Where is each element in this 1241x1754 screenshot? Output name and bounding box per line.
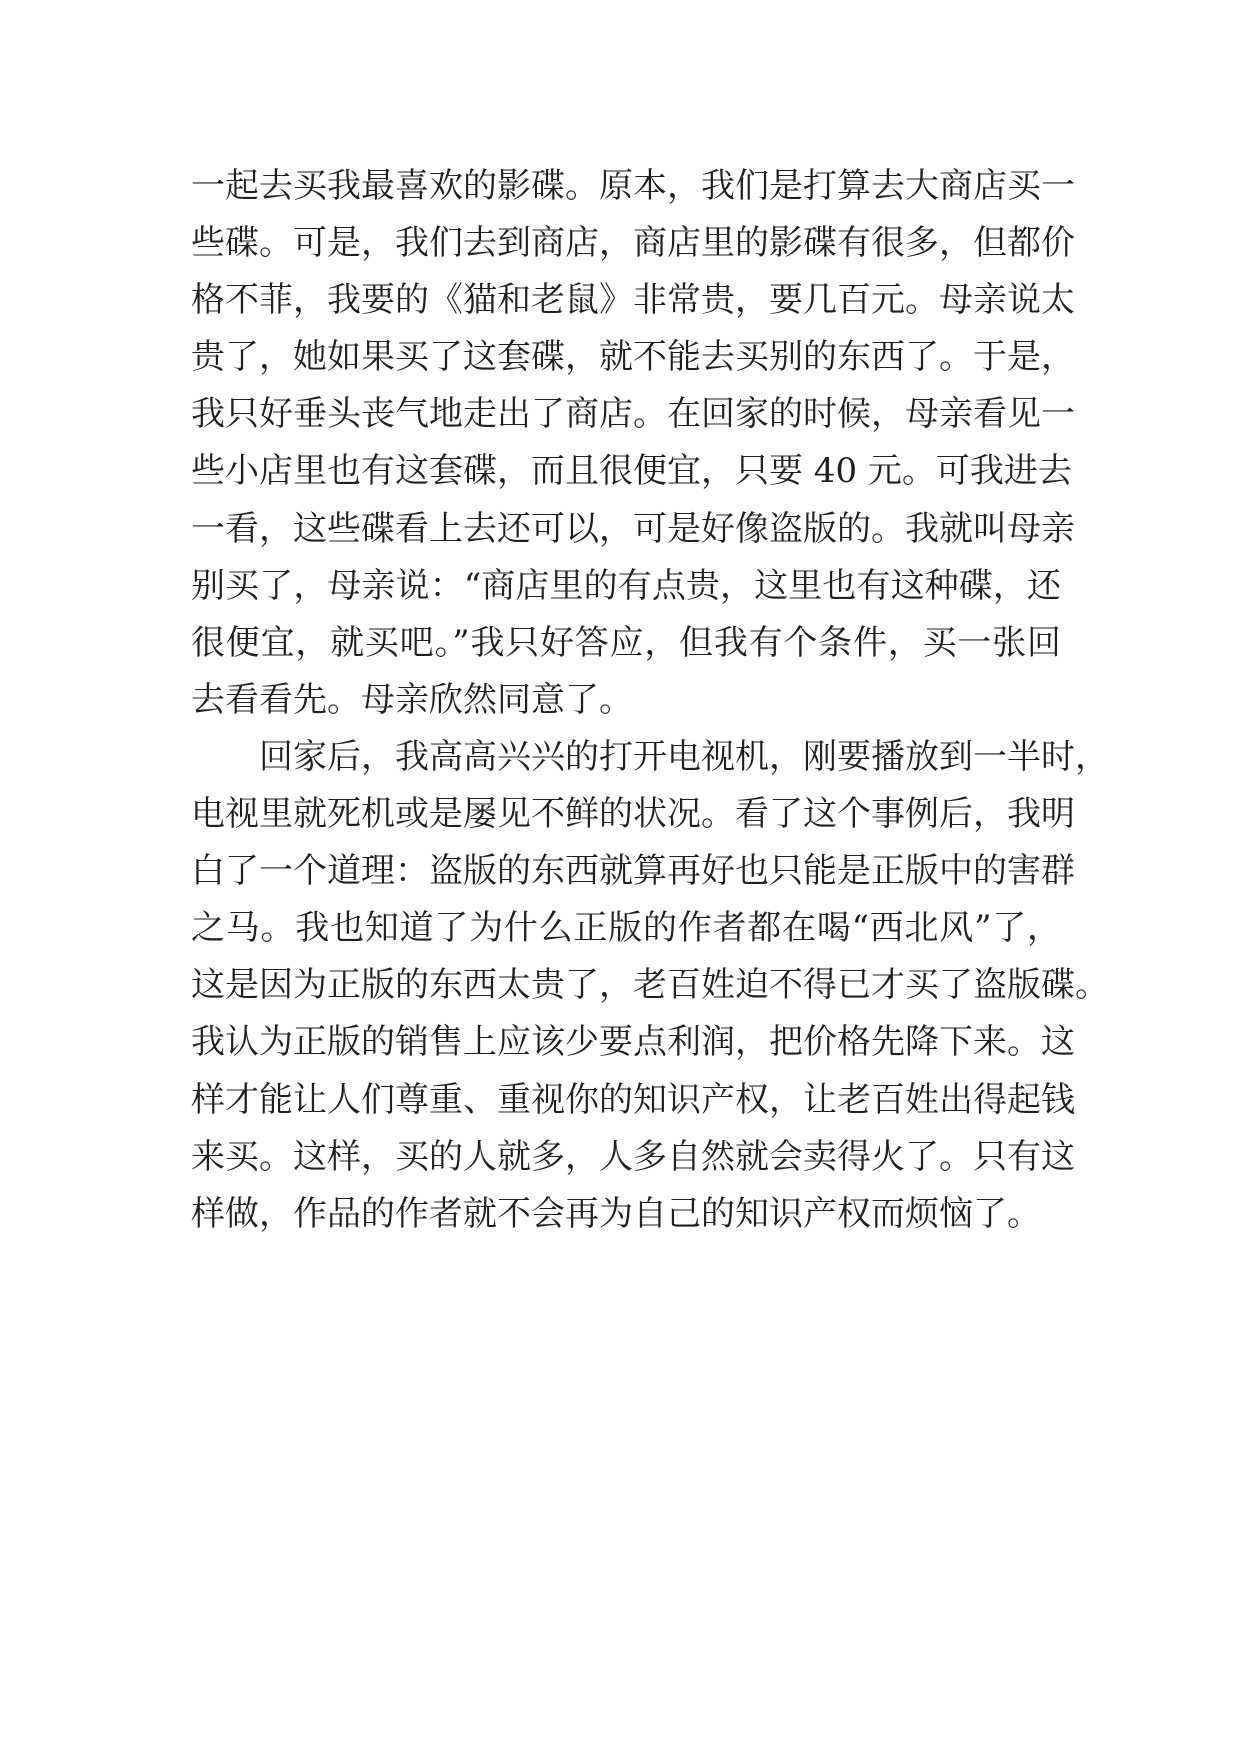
text-line: 我认为正版的销售上应该少要点利润，把价格先降下来。这 <box>191 1022 1075 1063</box>
text-line: 来买。这样，买的人就多，人多自然就会卖得火了。只有这 <box>191 1136 1075 1177</box>
text-line: 样做，作品的作者就不会再为自己的知识产权而烦恼了。 <box>191 1193 1041 1234</box>
text-line: 一看，这些碟看上去还可以，可是好像盗版的。我就叫母亲 <box>191 508 1075 549</box>
text-line: 电视里就死机或是屡见不鲜的状况。看了这个事例后，我明 <box>191 794 1075 835</box>
text-line: 样才能让人们尊重、重视你的知识产权，让老百姓出得起钱 <box>191 1079 1075 1120</box>
text-line: 别买了，母亲说：“商店里的有点贵，这里也有这种碟，还 <box>191 565 1061 606</box>
text-line: 些小店里也有这套碟，而且很便宜，只要 40 元。可我进去 <box>191 451 1072 492</box>
text-line: 我只好垂头丧气地走出了商店。在回家的时候，母亲看见一 <box>191 394 1075 435</box>
text-line: 格不菲，我要的《猫和老鼠》非常贵，要几百元。母亲说太 <box>191 280 1075 321</box>
article-body <box>191 158 1109 1243</box>
text-line: 去看看先。母亲欣然同意了。 <box>191 679 633 720</box>
text-line: 回家后，我高高兴兴的打开电视机，刚要播放到一半时， <box>259 736 1109 777</box>
paragraph-1 <box>191 158 1075 729</box>
text-line: 很便宜，就买吧。”我只好答应，但我有个条件，买一张回 <box>191 622 1061 663</box>
text-line: 一起去买我最喜欢的影碟。原本，我们是打算去大商店买一 <box>191 166 1075 206</box>
text-line: 白了一个道理：盗版的东西就算再好也只能是正版中的害群 <box>191 851 1075 892</box>
text-line: 这是因为正版的东西太贵了，老百姓迫不得已才买了盗版碟。 <box>191 965 1109 1006</box>
text-line: 之马。我也知道了为什么正版的作者都在喝“西北风”了， <box>191 908 1061 949</box>
text-line: 贵了，她如果买了这套碟，就不能去买别的东西了。于是， <box>191 337 1075 378</box>
paragraph-2 <box>191 729 1109 1243</box>
text-line: 些碟。可是，我们去到商店，商店里的影碟有很多，但都价 <box>191 223 1075 264</box>
